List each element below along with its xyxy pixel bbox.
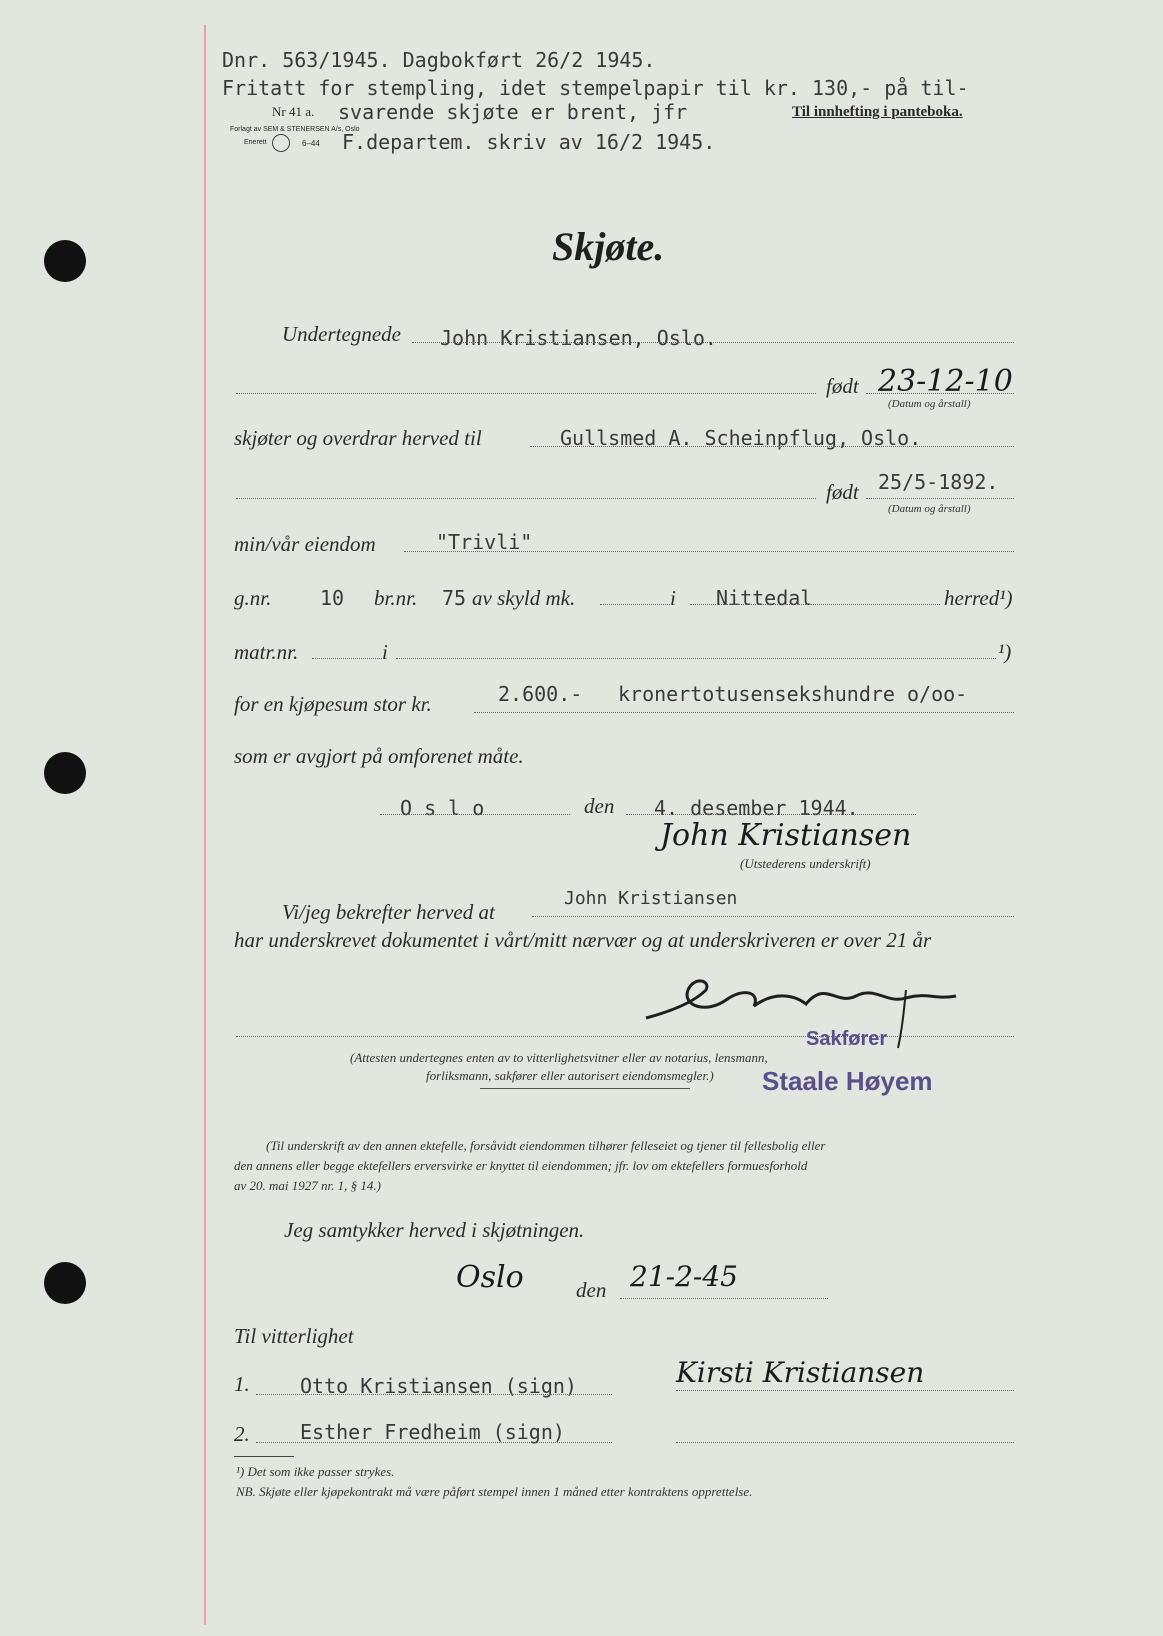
- header-line-2: Fritatt for stempling, idet stempelpapir til kr. 130,- på til-: [222, 76, 969, 100]
- eiendom-value: "Trivli": [436, 530, 533, 554]
- signature-issuer: John Kristiansen: [660, 818, 912, 853]
- place-value: O s l o: [400, 796, 485, 820]
- den-label: den: [584, 794, 615, 818]
- place-2-value: Oslo: [456, 1260, 524, 1295]
- i-label: i: [670, 586, 676, 610]
- datum-note-2: (Datum og årstall): [888, 503, 971, 515]
- publisher-line: Forlagt av SEM & STENERSEN A/s, Oslo: [230, 126, 360, 133]
- brnr-value: 75: [442, 586, 467, 610]
- publisher-date: 6–44: [302, 139, 320, 148]
- dotted-line: [404, 551, 1014, 552]
- divider: [480, 1088, 690, 1089]
- samtykke-text: Jeg samtykker herved i skjøtningen.: [284, 1218, 585, 1242]
- header-line-1: Dnr. 563/1945. Dagbokført 26/2 1945.: [222, 48, 656, 72]
- date-2-value: 21-2-45: [630, 1260, 738, 1293]
- bekrefter-label: Vi/jeg bekrefter herved at: [282, 900, 495, 924]
- brnr-label: br.nr.: [374, 586, 418, 610]
- dotted-line: [412, 342, 1014, 343]
- dotted-line: [312, 658, 382, 659]
- eiendom-label: min/vår eiendom: [234, 532, 376, 556]
- undertegnede-label: Undertegnede: [282, 322, 401, 346]
- matr-end: ¹): [998, 640, 1012, 664]
- dotted-line: [600, 604, 670, 605]
- dotted-line: [396, 658, 996, 659]
- dotted-line: [256, 1394, 612, 1395]
- dotted-line: [676, 1442, 1014, 1443]
- den-2-label: den: [576, 1278, 607, 1302]
- kjopesum-label: for en kjøpesum stor kr.: [234, 692, 432, 716]
- dotted-line: [236, 1036, 1014, 1037]
- matr-i-label: i: [382, 640, 388, 664]
- bekrefter-line-2: har underskrevet dokumentet i vårt/mitt nærvær og at underskriveren er over 21 år: [234, 928, 932, 952]
- kjopesum-words: kronertotusensekshundre o/oo-: [618, 682, 968, 706]
- datum-note-1: (Datum og årstall): [888, 398, 971, 410]
- spouse-note-2: den annens eller begge ektefellers erversvirke er knyttet til eiendommen; jfr. lov om ektefellers formuesforhold: [234, 1158, 808, 1173]
- publisher-rights: Enerett: [244, 139, 267, 146]
- document-title: Skjøte.: [552, 224, 665, 269]
- matr-label: matr.nr.: [234, 640, 299, 664]
- herred-value: Nittedal: [716, 586, 813, 610]
- dotted-line: [866, 498, 1014, 499]
- dotted-line: [690, 604, 940, 605]
- dotted-line: [676, 1390, 1014, 1391]
- spouse-note-1: (Til underskrift av den annen ektefelle, forsåvidt eiendommen tilhører felleseiet og tjener til fellesbolig eller: [266, 1138, 826, 1153]
- dotted-line: [620, 1298, 828, 1299]
- binding-note: Til innhefting i panteboka.: [792, 104, 963, 120]
- dotted-line: [532, 916, 1014, 917]
- fodt-1-value: 23-12-10: [878, 364, 1013, 399]
- spouse-note-3: av 20. mai 1927 nr. 1, § 14.): [234, 1178, 381, 1193]
- avgjort-text: som er avgjort på omforenet måte.: [234, 744, 524, 768]
- kjopesum-value: 2.600.-: [498, 682, 583, 706]
- skjoter-label: skjøter og overdrar herved til: [234, 426, 482, 450]
- stamp-title: Sakfører: [806, 1028, 888, 1050]
- form-number: Nr 41 a.: [272, 104, 315, 119]
- gnr-value: 10: [320, 586, 345, 610]
- bekrefter-value: John Kristiansen: [564, 888, 738, 909]
- witness-1-name: Otto Kristiansen (sign): [300, 1374, 577, 1398]
- gnr-label: g.nr.: [234, 586, 272, 610]
- fodt-2-value: 25/5-1892.: [878, 470, 999, 494]
- dotted-line: [474, 712, 1014, 713]
- header-line-4: F.departem. skriv av 16/2 1945.: [342, 130, 716, 154]
- publisher-logo-icon: [272, 134, 290, 152]
- undertegnede-value: John Kristiansen, Oslo.: [440, 326, 717, 350]
- dotted-line: [256, 1442, 612, 1443]
- skjoter-value: Gullsmed A. Scheinpflug, Oslo.: [560, 426, 922, 450]
- witness-1-number: 1.: [234, 1372, 250, 1396]
- stamp-name: Staale Høyem: [762, 1066, 933, 1096]
- date-value: 4. desember 1944.: [654, 796, 859, 820]
- dotted-line: [626, 814, 916, 815]
- fodt-label-2: født: [826, 480, 859, 504]
- punch-hole: [44, 1262, 86, 1304]
- header-line-3: svarende skjøte er brent, jfr: [338, 100, 688, 124]
- attest-note-1: (Attesten undertegnes enten av to vitterlighetsvitner eller av notarius, lensmann,: [350, 1050, 768, 1065]
- dotted-line: [866, 393, 1014, 394]
- vitterlighet-label: Til vitterlighet: [234, 1324, 354, 1348]
- margin-rule: [204, 25, 206, 1625]
- utsteder-note: (Utstederens underskrift): [740, 856, 871, 871]
- attest-note-2: forliksmann, sakfører eller autorisert eiendomsmegler.): [426, 1068, 714, 1083]
- footnote-2: NB. Skjøte eller kjøpekontrakt må være påført stempel innen 1 måned etter kontraktens opprettelse.: [236, 1484, 753, 1499]
- witness-2-name: Esther Fredheim (sign): [300, 1420, 565, 1444]
- skyld-label: av skyld mk.: [472, 586, 576, 610]
- dotted-line: [380, 814, 570, 815]
- dotted-line: [530, 446, 1014, 447]
- footnote-1: ¹) Det som ikke passer strykes.: [236, 1464, 395, 1479]
- punch-hole: [44, 240, 86, 282]
- punch-hole: [44, 752, 86, 794]
- witness-2-number: 2.: [234, 1422, 250, 1446]
- signature-spouse: Kirsti Kristiansen: [676, 1356, 925, 1389]
- herred-label: herred¹): [944, 586, 1013, 610]
- dotted-line: [236, 393, 816, 394]
- fodt-label: født: [826, 374, 859, 398]
- footnote-rule: [234, 1456, 294, 1457]
- dotted-line: [236, 498, 816, 499]
